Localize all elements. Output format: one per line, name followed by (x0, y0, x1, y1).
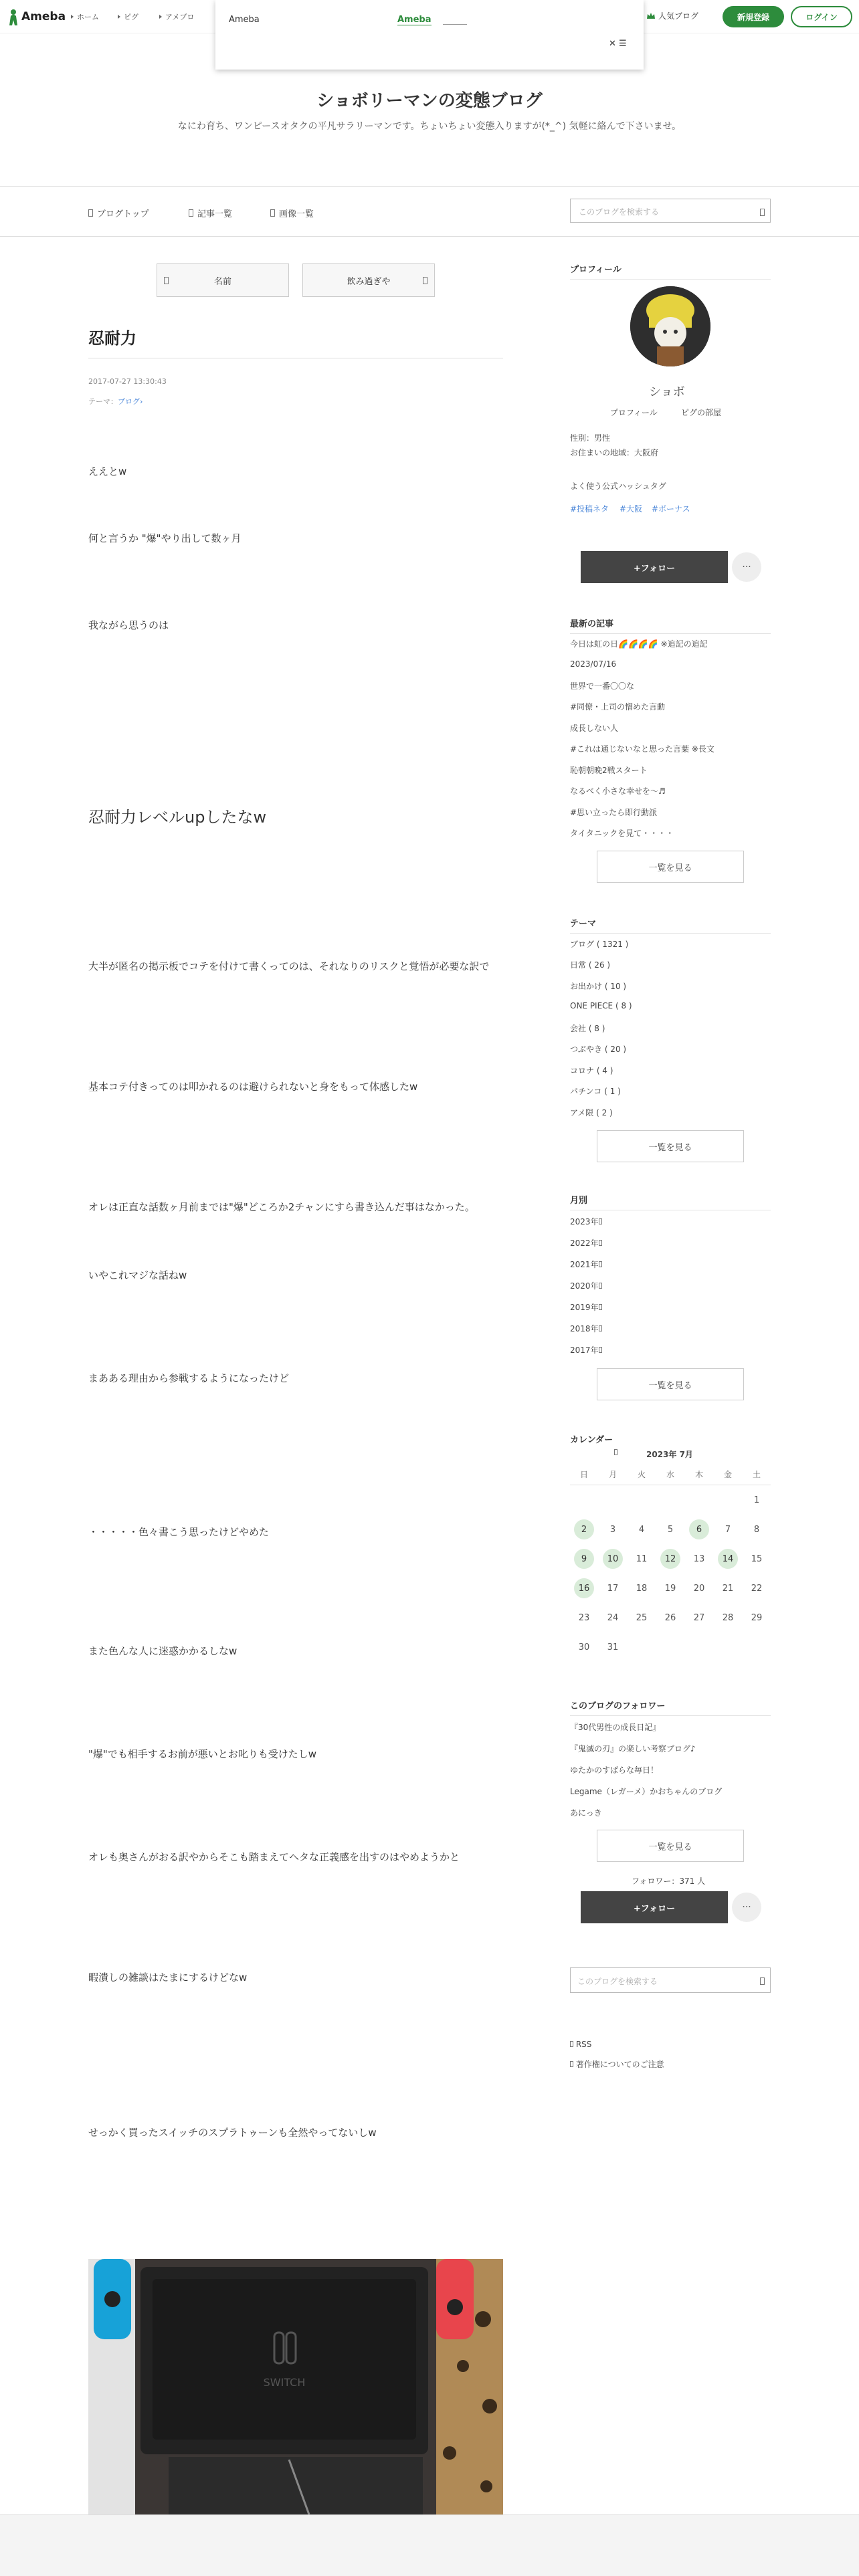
entry-date: 2017-07-27 13:30:43 (88, 377, 167, 386)
recent-entry-link[interactable]: #同僚・上司の憎めた言動 (570, 702, 666, 712)
chevron-down-icon (599, 1304, 602, 1310)
topnav-home-label: ホーム (77, 13, 99, 21)
svg-text:SWITCH: SWITCH (263, 2376, 306, 2389)
theme-link[interactable]: お出かけ ( 10 ) (570, 982, 627, 991)
rss-icon (570, 2041, 573, 2047)
topnav-pigg-label: ピグ (124, 13, 138, 21)
month-label: 2022年 (570, 1239, 599, 1248)
entry-theme-link[interactable]: ブログ (118, 397, 140, 406)
profile-gender: 性別：男性 (570, 433, 611, 443)
logo-text: Ameba (21, 10, 66, 23)
theme-link[interactable]: 日常 ( 26 ) (570, 960, 611, 970)
entry-paragraph: 我ながら思うのは (88, 619, 169, 631)
chevron-down-icon (599, 1283, 602, 1289)
blog-search-placeholder: このブログを検索する (579, 207, 660, 217)
popup-title: Ameba (229, 15, 260, 25)
profile-avatar[interactable] (630, 286, 710, 366)
blog-description: なにわ育ち、ワンピースオタクの平凡サラリーマンです。ちょいちょい変態入りますが(*_^) 気軽に絡んで下さいませ。 (177, 121, 682, 132)
page-icon (88, 209, 93, 217)
next-entry-label: 飲み過ぎや (347, 276, 391, 287)
calendar-day: 21 (722, 1583, 734, 1594)
blog-nav (0, 186, 859, 237)
entry-paragraph: "爆"でも相手するお前が悪いとお叱りも受けたしw (88, 1748, 317, 1760)
chevron-left-icon (164, 277, 169, 284)
copyright-notice-link[interactable] (570, 2058, 664, 2070)
chevron-right-icon (423, 277, 427, 284)
entry-photo-switch[interactable] (88, 2259, 503, 2514)
popup-close-button[interactable]: ✕ ☰ (609, 39, 627, 49)
follow-button[interactable]: +フォロー (581, 551, 728, 583)
month-link[interactable] (570, 1344, 602, 1356)
hashtag-heading: よく使う公式ハッシュタグ (570, 481, 666, 491)
calendar-day[interactable]: 10 (603, 1549, 623, 1569)
recent-entry-link[interactable]: 今日は虹の日🌈🌈🌈🌈 ※追記の追記 (570, 639, 708, 649)
avatar-image (630, 286, 710, 366)
calendar-day: 22 (751, 1583, 763, 1594)
follow-button-bottom[interactable]: +フォロー (581, 1891, 728, 1923)
calendar-weekday: 火 (637, 1470, 646, 1479)
calendar-day: 3 (609, 1524, 616, 1535)
month-link[interactable] (570, 1259, 602, 1270)
topnav-ameblo-label: アメブロ (165, 13, 195, 21)
entry-paragraph-large: 忍耐力レベルupしたなw (88, 808, 267, 827)
theme-link[interactable]: アメ限 ( 2 ) (570, 1108, 613, 1117)
recent-entry-link[interactable]: #思い立ったら即行動派 (570, 808, 658, 817)
entry-paragraph: 暇潰しの雑談はたまにするけどなw (88, 1971, 248, 1983)
prev-entry-button[interactable] (157, 263, 289, 297)
chevron-down-icon (599, 1325, 602, 1331)
calendar-weekday: 金 (723, 1470, 732, 1479)
list-icon (189, 209, 193, 217)
calendar-day[interactable]: 6 (689, 1519, 709, 1539)
copyright-label: 著作権についてのご注意 (575, 2060, 664, 2069)
calendar-day: 18 (636, 1583, 648, 1594)
follower-count (632, 1875, 705, 1887)
calendar-prev-button[interactable] (614, 1448, 617, 1457)
calendar-day: 17 (607, 1583, 619, 1594)
calendar-day[interactable]: 14 (718, 1549, 738, 1569)
follower-blog-link[interactable]: ゆたかのすばらな毎日！ (570, 1765, 659, 1775)
blog-search-bottom-placeholder: このブログを検索する (577, 1977, 658, 1986)
calendar-weekday: 月 (608, 1470, 617, 1479)
chevron-down-icon (599, 1218, 602, 1224)
theme-link[interactable]: ONE PIECE ( 8 ) (570, 1001, 632, 1010)
entry-paragraph: ・・・・・色々書こう思ったけどやめた (88, 1526, 270, 1538)
follower-blog-link[interactable]: Legame（レガーメ）かおちゃんのブログ (570, 1787, 723, 1796)
nav-entry-list[interactable] (189, 207, 232, 219)
topnav-ameblo[interactable] (159, 11, 194, 22)
profile-heading: プロフィール (570, 262, 771, 280)
arrow-right-icon (118, 15, 120, 19)
followers-more-button[interactable]: 一覧を見る (597, 1830, 744, 1862)
page-footer (0, 2514, 859, 2576)
profile-name[interactable]: ショボ (649, 385, 685, 399)
nav-image-list[interactable] (270, 207, 314, 219)
chevron-down-icon (599, 1240, 602, 1246)
rss-link[interactable] (570, 2040, 591, 2049)
recent-entry-link[interactable]: #これは通じないなと思った言葉 ※長文 (570, 744, 714, 754)
theme-link[interactable]: つぶやき ( 20 ) (570, 1045, 627, 1054)
profile-region: お住まいの地域：大阪府 (570, 448, 659, 457)
month-link[interactable] (570, 1237, 602, 1249)
recent-entry-link[interactable]: 成長しない人 (570, 724, 619, 733)
calendar-day: 4 (638, 1524, 645, 1535)
calendar-weekday: 土 (752, 1470, 761, 1479)
entry-paragraph: いやこれマジな話ねw (88, 1269, 187, 1281)
recent-entry-link[interactable]: 2023/07/16 (570, 659, 617, 669)
calendar-day: 25 (636, 1612, 648, 1623)
recent-entry-link[interactable]: 恥朝朝晩2戦スタート (570, 766, 648, 775)
follower-count-value: 371 人 (679, 1876, 706, 1886)
calendar-day: 27 (693, 1612, 705, 1623)
calendar-day[interactable]: 16 (574, 1578, 594, 1598)
calendar-day: 30 (578, 1642, 590, 1652)
crown-icon (646, 11, 656, 21)
login-button[interactable]: ログイン (791, 6, 852, 27)
calendar-day: 11 (636, 1553, 648, 1564)
arrow-right-icon (159, 15, 162, 19)
chevron-down-icon (599, 1347, 602, 1353)
calendar-day: 19 (664, 1583, 676, 1594)
chevron-down-icon (599, 1261, 602, 1267)
month-label: 2020年 (570, 1281, 599, 1291)
hashtag-link[interactable]: #ボーナス (652, 504, 690, 514)
calendar-weekday: 水 (666, 1470, 674, 1479)
theme-link[interactable]: コロナ ( 4 ) (570, 1066, 613, 1075)
info-icon (570, 2061, 573, 2067)
more-options-button-bottom[interactable]: ··· (732, 1893, 761, 1922)
entry-paragraph: せっかく買ったスイッチのスプラトゥーンも全然やってないしw (88, 2127, 377, 2139)
chevron-right-icon: › (140, 397, 143, 406)
entry-paragraph: ええとw (88, 465, 127, 477)
entry-paragraph: オレは正直な話数ヶ月前までは"爆"どころか2チャンにすら書き込んだ事はなかった。 (88, 1201, 475, 1213)
entry-paragraph: 何と言うか "爆"やり出して数ヶ月 (88, 532, 242, 544)
popular-blog-label: 人気ブログ (658, 11, 699, 21)
blog-search-input-bottom[interactable] (570, 1967, 771, 1993)
recent-more-button[interactable]: 一覧を見る (597, 851, 744, 883)
calendar-weekday: 木 (694, 1470, 703, 1479)
calendar-day: 29 (751, 1612, 763, 1623)
theme-more-button[interactable]: 一覧を見る (597, 1130, 744, 1162)
image-icon (270, 209, 275, 217)
entry-theme-label: テーマ： (88, 397, 118, 406)
ameba-logo-icon (8, 8, 19, 25)
follower-blog-link[interactable]: 『30代男性の成長日記』 (570, 1723, 661, 1732)
arrow-right-icon (71, 15, 74, 19)
next-entry-button[interactable] (302, 263, 435, 297)
ameba-logo[interactable] (8, 7, 66, 27)
rss-label: RSS (575, 2040, 592, 2049)
topnav-home[interactable] (71, 11, 99, 22)
theme-link[interactable]: ブログ ( 1321 ) (570, 940, 629, 949)
followers-heading: このブログのフォロワー (570, 1699, 771, 1716)
profile-link[interactable]: プロフィール (610, 408, 658, 417)
recent-entries-heading: 最新の記事 (570, 617, 771, 634)
recent-entry-link[interactable]: 世界で一番〇〇な (570, 681, 635, 691)
calendar-month: 2023年 7月 (646, 1450, 693, 1459)
register-button[interactable]: 新規登録 (723, 6, 784, 27)
recent-entry-link[interactable]: なるべく小さな幸せを～♬ (570, 786, 666, 796)
blog-title[interactable]: ショボリーマンの変態ブログ (316, 91, 543, 111)
calendar-day: 7 (725, 1524, 731, 1535)
theme-heading: テーマ (570, 916, 771, 934)
theme-link[interactable]: 会社 ( 8 ) (570, 1024, 605, 1033)
follower-blog-link[interactable]: あにっき (570, 1808, 602, 1818)
search-icon[interactable] (760, 209, 765, 216)
ameba-popup (215, 0, 644, 70)
pigg-room-link[interactable]: ピグの部屋 (681, 408, 722, 417)
topnav-pigg[interactable] (118, 11, 138, 22)
calendar-weekday: 日 (579, 1470, 588, 1479)
month-label: 2023年 (570, 1217, 599, 1226)
switch-photo-drawing (88, 2259, 503, 2514)
entry-title[interactable]: 忍耐力 (88, 329, 136, 348)
calendar-day: 20 (693, 1583, 705, 1594)
nav-blog-top[interactable] (88, 207, 149, 219)
month-label: 2017年 (570, 1346, 599, 1355)
nav-blog-top-label: ブログトップ (97, 209, 149, 219)
month-label: 2018年 (570, 1324, 599, 1333)
follower-count-label: フォロワー： (632, 1876, 680, 1886)
calendar-day: 26 (664, 1612, 676, 1623)
recent-entry-link[interactable]: タイタニックを見て・・・・ (570, 829, 674, 838)
month-label: 2021年 (570, 1260, 599, 1269)
entry-paragraph: 大半が匿名の掲示板でコテを付けて書くってのは、それなりのリスクと覚悟が必要な訳で (88, 960, 490, 972)
blog-search-input[interactable] (570, 199, 771, 223)
month-link[interactable] (570, 1280, 602, 1291)
month-link[interactable] (570, 1323, 602, 1334)
hashtag-link[interactable]: #大阪 (619, 504, 643, 514)
theme-link[interactable]: パチンコ ( 1 ) (570, 1087, 621, 1096)
entry-paragraph: 基本コテ付きってのは叩かれるのは避けられないと身をもって体感したw (88, 1081, 418, 1093)
popup-underline (443, 24, 467, 25)
nav-image-list-label: 画像一覧 (279, 209, 314, 219)
month-label: 2019年 (570, 1303, 599, 1312)
month-link[interactable] (570, 1301, 602, 1313)
calendar-day: 8 (753, 1524, 760, 1535)
popup-link[interactable]: Ameba (397, 15, 432, 25)
calendar-day: 23 (578, 1612, 590, 1623)
entry-paragraph: オレも奥さんがおる訳やからそこも踏まえてヘタな正義感を出すのはやめようかと (88, 1851, 460, 1863)
nav-entry-list-label: 記事一覧 (197, 209, 233, 219)
prev-entry-label: 名前 (213, 276, 231, 287)
follower-blog-link[interactable]: 『鬼滅の刃』の楽しい考察ブログ♪ (570, 1744, 696, 1753)
popular-blog-link[interactable] (646, 10, 698, 21)
calendar-day: 24 (607, 1612, 619, 1623)
calendar-day[interactable]: 2 (574, 1519, 594, 1539)
calendar-day: 5 (667, 1524, 674, 1535)
more-options-button[interactable]: ··· (732, 552, 761, 582)
entry-theme (88, 396, 142, 407)
month-link[interactable] (570, 1216, 602, 1227)
calendar-day: 15 (751, 1553, 763, 1564)
monthly-heading: 月別 (570, 1193, 771, 1210)
chevron-left-icon (614, 1449, 617, 1455)
calendar-day: 13 (693, 1553, 705, 1564)
calendar-day: 31 (607, 1642, 619, 1652)
calendar-heading: カレンダー (570, 1435, 613, 1445)
hashtag-link[interactable]: #投稿ネタ (570, 504, 609, 514)
calendar-day: 1 (753, 1495, 760, 1505)
calendar-day[interactable]: 12 (660, 1549, 680, 1569)
calendar-day: 28 (722, 1612, 734, 1623)
entry-paragraph: また色んな人に迷惑かかるしなw (88, 1645, 237, 1657)
search-icon[interactable] (760, 1977, 765, 1985)
entry-paragraph: まあある理由から参戦するようになったけど (88, 1372, 290, 1384)
monthly-more-button[interactable]: 一覧を見る (597, 1368, 744, 1400)
calendar-day[interactable]: 9 (574, 1549, 594, 1569)
